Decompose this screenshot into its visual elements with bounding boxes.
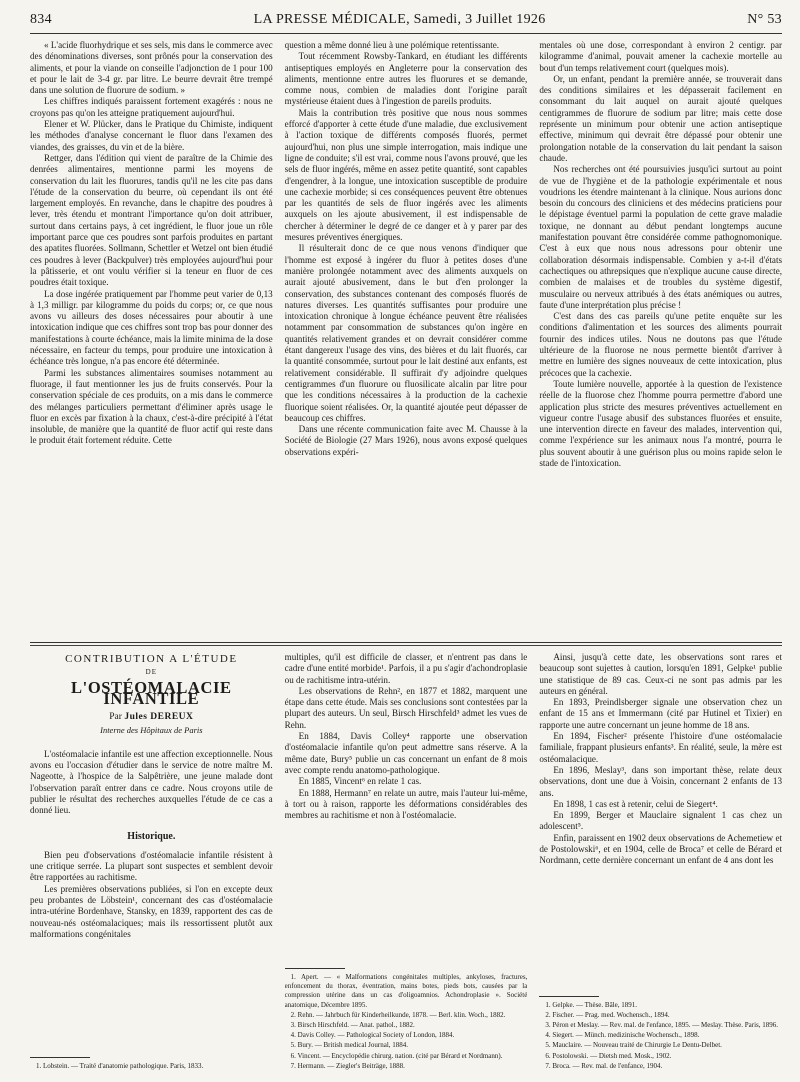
- paragraph: Rettger, dans l'édition qui vient de paraître de la Chimie des denrées alimentaires, mentionne parmi les moyens de conservation du lait les fluorures, tandis qu'il ne les cite pas dans l'étude de la conservation du beurre, où cependant ils ont été largement employés. En revanche, dans le chapitre des poudres à lever, très étendu et montrant l'importance qu'on doit attribuer, surtout dans certains pays, à cet ingrédient, le fluor joue un rôle important parce que ces poudres sont parfois produites en partant des apatites fluorées. Sollmann, Schettler et Wetzel ont bien étudié ces poudres à lever (Backpulver) très employées aujourd'hui pour la pâtisserie, et ont voulu vérifier si la teneur en fluor de ces poudres était toxique.: [30, 152, 273, 288]
- footnotes-col3: [539, 990, 782, 1072]
- paragraph: L'ostéomalacie infantile est une affection exceptionnelle. Nous avons eu l'occasion d'étudier dans le service de notre maître M. Nageotte, à l'hospice de la Salpêtrière, une jeune malade dont l'observation paraît entrer dans ce cadre. Nous croyons utile de publier le résultat des recherches auxquelles l'étude de ce cas a donné lieu.: [30, 748, 273, 816]
- paragraph: question a même donné lieu à une polémique retentissante.: [284, 40, 500, 50]
- footnote: 7. Broca. — Rev. mal. de l'enfance, 1904.: [545, 1061, 663, 1070]
- issue-number: N° 53: [747, 12, 782, 27]
- paragraph: Enfin, paraissent en 1902 deux observations de Achemetiew et de Postolowski⁶, et en 1904, celle de Broca⁷ et celle de Bérard et Nordmann, cette dernière concernant un enfant de 4 ans dont les: [539, 832, 783, 866]
- paragraph: Ainsi, jusqu'à cette date, les observations sont rares et beaucoup sont sujettes à caution, lorsqu'en 1891, Gelpke¹ publie une statistique de 89 cas. Ceux-ci ne sont pas admis par les auteurs en général.: [539, 652, 783, 696]
- bottom-column-3: [539, 652, 782, 1072]
- footnote-rule: [30, 1057, 90, 1058]
- footnote: 3. Péron et Meslay. — Rev. mal. de l'enfance, 1895. — Meslay. Thèse. Paris, 1896.: [545, 1020, 779, 1029]
- page-header: [30, 12, 782, 34]
- newspaper-page: [30, 12, 782, 1072]
- footnote: 2. Rehn. — Jahrbuch für Kinderheilkunde, 1878. — Berl. klin. Woch., 1882.: [290, 1010, 506, 1019]
- top-column-2: [285, 40, 528, 638]
- bottom-article: [30, 652, 782, 1072]
- footnote: 1. Lobstein. — Traité d'anatomie pathologique. Paris, 1833.: [36, 1061, 204, 1070]
- footnote: 7. Hermann. — Ziegler's Beiträge, 1888.: [290, 1061, 405, 1070]
- author-name: Jules DEREUX: [124, 712, 194, 723]
- paragraph: Les observations de Rehn², en 1877 et 1882, marquent une étape dans cette étude. Mais ses conclusions sont contestées par la plupart des auteurs. Un seul, Birsch Hirschfeld³ admet les vues de Rehn.: [284, 685, 528, 730]
- paragraph: Toute lumière nouvelle, apportée à la question de l'existence réelle de la fluorose chez l'homme pourra permettre d'abord une application plus stricte des mesures préventives actuellement en vigueur contre l'usage abusif des substances fluorées et ensuite, une intervention directe en faveur des malades, intervention qui, comme l'expérience sur les animaux nous l'a montré, pourra le plus souvent aboutir à une guérison plus ou moins rapide selon le stade de l'intoxication.: [539, 378, 783, 468]
- top-article: [30, 40, 782, 638]
- paragraph: La dose ingérée pratiquement par l'homme peut varier de 0,13 à 1,3 milligr. par kilogramme du poids du corps; or, ce que nous avons vu ailleurs des doses nécessaires pour aboutir à une intoxication indique que ces chiffres sont trop bas pour donner des manifestations à courte échéance, mais la limite minima de la dose nécessaire, en facteur du temps, pour produire une intoxication à échéance très longue, n'a pas encore été déterminée.: [30, 288, 273, 367]
- article-de: DE: [145, 668, 157, 677]
- paragraph: Mais la contribution très positive que nous nous sommes efforcé d'apporter à cette étude d'une maladie, due exclusivement à l'action toxique de différents composés fluorés, permet aujourd'hui, non plus une simple interrogation, mais indique une ligne de conduite; s'il est vrai, comme nous l'avons prouvé, que les sels de fluor ingérés, même en assez petite quantité, sont capables d'engendrer, à la longue, une intoxication susceptible de produire une cachexie morbide; si ces conséquences peuvent être obtenues par les quantités de sels de fluor ingérés avec les aliments auxquels on les ajoute abusivement, il est indispensable de chercher à déterminer le degré de ce danger et à y parer par des mesures préventives énergiques.: [284, 107, 528, 243]
- bottom-column-2: [285, 652, 528, 1072]
- footnotes-col1: [30, 1051, 273, 1072]
- footnote-rule: [539, 996, 599, 997]
- paragraph: Or, un enfant, pendant la première année, se trouverait dans des conditions similaires et les dépasserait facilement en consommant du lait auquel on aurait ajouté quelques centigrammes de fluorure de sodium par litre; mais cette dose représente un minimum pour obtenir une action antiseptique effective, minimum qui devrait être dépassé pour obtenir une prolongation notable de la conservation du lait pendant la saison chaude.: [539, 73, 783, 163]
- paragraph: Bien peu d'observations d'ostéomalacie infantile résistent à une critique serrée. La plupart sont suspectes et semblent devoir être rapportées au rachitisme.: [30, 849, 273, 883]
- paragraph: En 1899, Berger et Mauclaire signalent 1 cas chez un adolescent⁵.: [539, 810, 783, 832]
- author-role: Interne des Hôpitaux de Paris: [100, 725, 203, 736]
- paragraph: Les chiffres indiqués paraissent fortement exagérés : nous ne croyons pas qu'on les atteigne pratiquement aujourd'hui.: [30, 96, 273, 118]
- paragraph: En 1885, Vincent⁶ en relate 1 cas.: [298, 776, 422, 787]
- page-number: 834: [30, 12, 52, 27]
- author-prefix: Par: [109, 712, 122, 723]
- paragraph: Dans une récente communication faite avec M. Chausse à la Société de Biologie (27 Mars 1926), nous avons exposé quelques observations expéri-: [284, 424, 528, 457]
- paragraph: « L'acide fluorhydrique et ses sels, mis dans le commerce avec des dénominations diverses, sont prônés pour la conservation des aliments, et pour la viande on conseille l'adjonction de 1 pour 100 et pour le lait de 3-4 gr. par litre. Le beurre devrait être trempé dans une solution de fluorure de sodium. »: [30, 40, 273, 96]
- section-divider-thin: [30, 645, 782, 646]
- paragraph: En 1894, Fischer² présente l'histoire d'une ostéomalacie familiale, frappant plusieurs enfants³. En réalité, seule, la mère est ostéomalacique.: [539, 731, 783, 764]
- paragraph: En 1884, Davis Colley⁴ rapporte une observation d'ostéomalacie infantile qu'on peut admettre sans réserve. A la même date, Bury⁵ publie un cas concernant un enfant de 8 mois avec compte rendu anatomo-pathologique.: [284, 731, 528, 775]
- paragraph: En 1888, Hermann⁷ en relate un autre, mais l'auteur lui-même, à tort ou à raison, rapporte les déformations considérables des membres au rachitisme et non à l'ostéomalacie.: [284, 787, 528, 821]
- section-title: Historique.: [127, 830, 176, 842]
- footnote: 4. Siegert. — Münch. medizinische Wochensch., 1898.: [545, 1031, 700, 1040]
- paragraph: Les premières observations publiées, si l'on en excepte deux peu probantes de Löbstein¹, concernant des cas d'ostéomalacie intra-utérine Bordenhave, Stansky, en 1839, rapportent des cas de nouveau-nés ostéomalaciques; mais ils ressortissent plutôt aux malformations congénitales: [30, 883, 273, 939]
- paragraph: Nos recherches ont été poursuivies jusqu'ici surtout au point de vue de l'hygiène et de la pathologie expérimentale et nous voudrions les étendre maintenant à la clinique. Nous aurions donc besoin du concours des cliniciens et des médecins praticiens pour le dépistage éventuel parmi la population de cette grave maladie toxique, ne donnant au début pendant longtemps aucune manifestation pouvant être considérée comme pathognomonique. C'est à eux que nous nous adressons pour obtenir une collaboration désormais indispensable. Combien y a-t-il d'états cachectiques ou athrepsiques que n'explique aucune cause directe, combien de malaises et de troubles du système digestif, musculaire ou nerveux attribués à des états anémiques ou autres, faute d'une interprétation plus précise !: [539, 164, 783, 310]
- footnote: 1. Gelpke. — Thèse. Bâle, 1891.: [545, 1000, 637, 1009]
- article-title: L'OSTÉOMALACIE INFANTILE: [71, 677, 232, 708]
- footnote-rule: [285, 968, 345, 969]
- bottom-column-1: [30, 652, 273, 1072]
- footnote: 3. Birsch Hirschfeld. — Anat. pathol., 1882.: [290, 1020, 415, 1029]
- footnote: 4. Davis Colley. — Pathological Society of London, 1884.: [290, 1031, 455, 1040]
- top-column-3: [539, 40, 782, 638]
- footnote: 6. Postolowski. — Dietsh med. Mosk., 1902.: [545, 1051, 672, 1060]
- paragraph: Parmi les substances alimentaires soumises notamment au fluorage, il faut mentionner les jus de fruits conservés. Pour la conservation spéciale de ces produits, on a mis dans le commerce des mélanges particuliers permettant d'éliminer après usage le fluor en excès par fixation à la chaux, c'est-à-dire précipité à l'état insoluble, de manière que la quantité de fluor actif qui reste dans le produit était fortement réduite. Cette: [30, 367, 273, 446]
- paragraph: En 1898, 1 cas est à retenir, celui de Siegert⁴.: [553, 798, 718, 809]
- footnote: 2. Fischer. — Prag. med. Wochensch., 1894.: [545, 1010, 670, 1019]
- top-column-1: [30, 40, 273, 638]
- article-heading: [30, 654, 273, 737]
- footnote: 6. Vincent. — Encyclopédie chirurg. nation. (cité par Bérard et Nordmann).: [290, 1051, 503, 1060]
- paragraph: Elener et W. Plücker, dans le Pratique du Chimiste, indiquent les méthodes d'analyse concernant le fluor dans l'examen des viandes, des graisses, du vin et de la bière.: [30, 119, 273, 152]
- footnote: 5. Bury. — British medical Journal, 1884.: [290, 1041, 409, 1050]
- paragraph: En 1893, Preindlsberger signale une observation chez un enfant de 15 ans et Immermann (cité par Hutinel et Tixier) en rapporte une autre concernant un jeune homme de 18 ans.: [539, 697, 783, 730]
- article-author: [30, 712, 273, 723]
- journal-title: LA PRESSE MÉDICALE, Samedi, 3 Juillet 1926: [253, 12, 546, 27]
- footnote: 1. Apert. — « Malformations congénitales multiples, ankyloses, fractures, enfoncement du thorax, éventration, mains botes, pieds bots, causées par la compression utérine dans un cas d'oligoamnios. Achondroplasie ». Société anatomique, Décembre 1895.: [284, 972, 528, 1009]
- section-divider: [30, 642, 782, 643]
- paragraph: C'est dans des cas pareils qu'une petite enquête sur les conditions d'alimentation et les sources des aliments pourrait fournir des indices utiles. Nous ne doutons pas que l'étude ultérieure de la fluorose ne nous permette bientôt d'arriver à mettre en lumière des signes nouveaux de cette intoxication, plus précoces que la cachexie.: [539, 311, 783, 378]
- paragraph: Il résulterait donc de ce que nous venons d'indiquer que l'homme est exposé à ingérer du fluor à petites doses d'une manière prolongée notamment avec des aliments auxquels on aurait ajouté abusivement, dans le but d'en prolonger la conservation, des substances contenant des composés fluorés de natures diverses. Les quantités suffisantes pour produire une intoxication chronique à longue échéance peuvent être réalisées notamment par consommation de substances qu'on ingère en quantités relativement grandes et on devrait considérer comme étant dangereux l'usage des vins, des bières et du lait fluorés, car la quantité consommée, surtout pour le lait destiné aux enfants, est relativement considérable. Il suffirait d'y adjoindre quelques centigrammes d'un fluorure ou fluosilicate alcalin par litre pour que les conditions nécessaires à la production de la cachexie fluorique soient réalisées. Or, la quantité ajoutée peut dépasser de beaucoup ces chiffres.: [284, 243, 528, 423]
- paragraph: Tout récemment Rowsby-Tankard, en étudiant les différents antiseptiques employés en Angleterre pour la conservation des aliments, mentionne entre autres les fluorures et se demande, comme nous, combien de maladies dont l'origine paraît mystérieuse étaient dues à l'ingestion de pareils produits.: [284, 51, 528, 107]
- paragraph: mentales où une dose, correspondant à environ 2 centigr. par kilogramme d'animal, pouvait amener la cachexie mortelle au bout d'un temps relativement court (quelques mois).: [539, 40, 783, 73]
- footnote: 5. Mauclaire. — Nouveau traité de Chirurgie Le Dentu-Delbet.: [545, 1041, 722, 1050]
- article-kicker: CONTRIBUTION A L'ÉTUDE: [65, 653, 238, 665]
- paragraph: multiples, qu'il est difficile de classer, et n'entrent pas dans le cadre d'une entité morbide¹. Parfois, il a pu s'agir d'achondroplasie ou de rachitisme intra-utérin.: [284, 652, 528, 685]
- footnotes-col2: [285, 962, 528, 1072]
- paragraph: En 1896, Meslay³, dans son important thèse, relate deux observations, dont une due à Voisin, concernant 2 enfants de 13 ans.: [539, 764, 783, 798]
